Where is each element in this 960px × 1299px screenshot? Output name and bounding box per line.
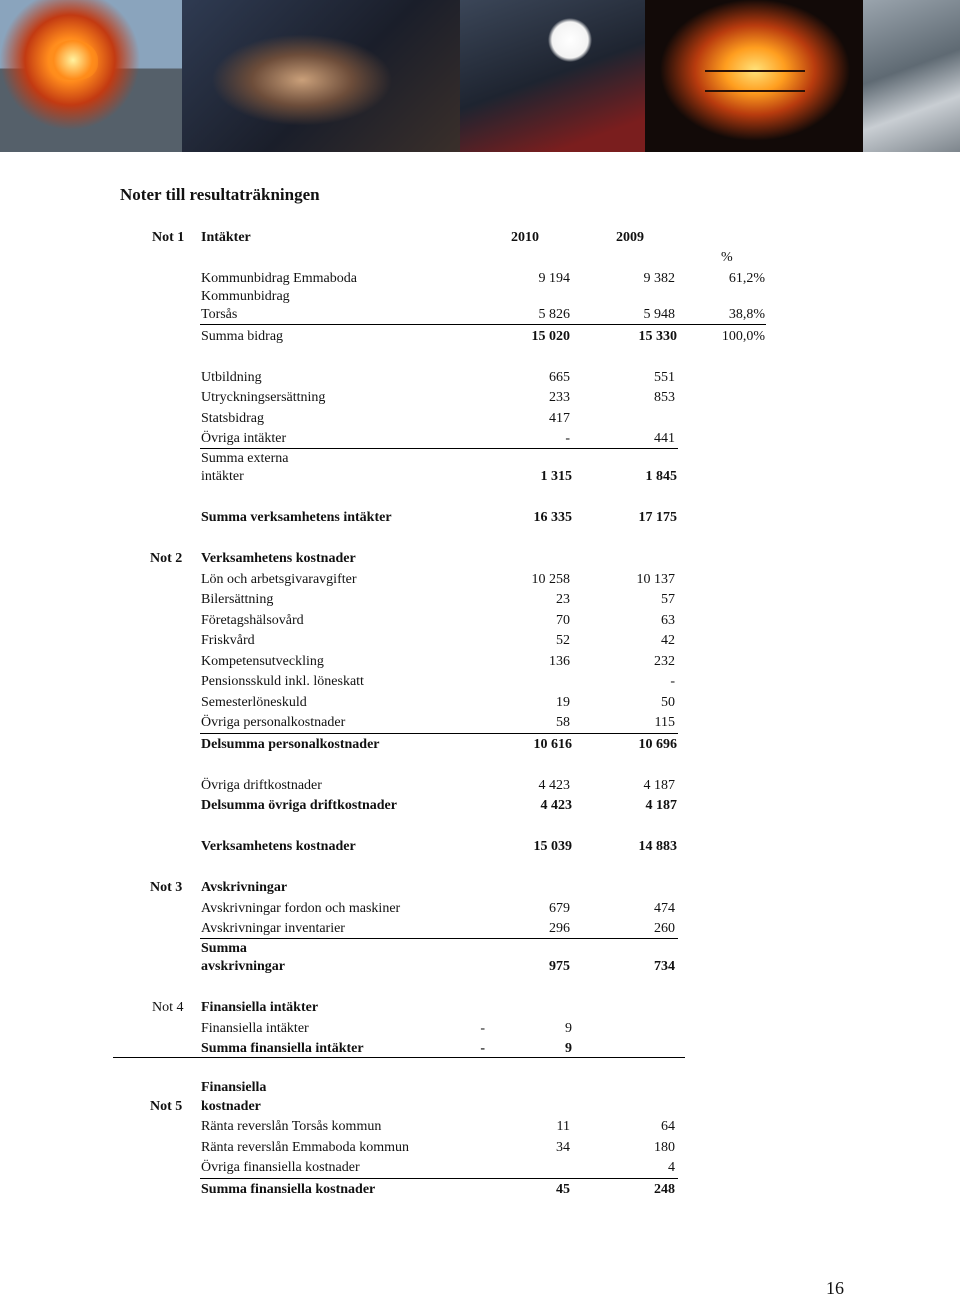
value-2010: 52 xyxy=(556,633,570,648)
value-2010: 136 xyxy=(549,654,570,669)
value-percent: 38,8% xyxy=(728,307,765,322)
row-label: Bilersättning xyxy=(201,592,274,607)
not1-label: Not 1 xyxy=(152,230,185,245)
not1-heading: Intäkter xyxy=(201,230,251,245)
summa-verksamhetens-intakter-label: Summa verksamhetens intäkter xyxy=(201,510,392,525)
divider xyxy=(200,448,678,449)
value-2010: - xyxy=(480,1021,485,1036)
value-2009: 50 xyxy=(661,695,675,710)
year-2010-header: 2010 xyxy=(511,230,539,245)
row-label: Semesterlöneskuld xyxy=(201,695,307,710)
value-2010: 23 xyxy=(556,592,570,607)
value-2009: 4 187 xyxy=(643,778,675,793)
value-2010: 58 xyxy=(556,715,570,730)
value-2010: 70 xyxy=(556,613,570,628)
summa-avskrivningar-label: avskrivningar xyxy=(201,959,286,974)
not3-label: Not 3 xyxy=(150,880,183,895)
row-label: Kommunbidrag Emmaboda xyxy=(201,271,357,286)
value-2009: 10 137 xyxy=(636,572,675,587)
value-2010: 16 335 xyxy=(533,510,572,525)
value-2010: 34 xyxy=(556,1140,570,1155)
not5-heading: kostnader xyxy=(201,1099,261,1114)
percent-header: % xyxy=(721,250,733,265)
summa-finansiella-intakter-label: Summa finansiella intäkter xyxy=(201,1041,364,1056)
value-2010: 5 826 xyxy=(538,307,570,322)
row-label: Torsås xyxy=(201,307,238,322)
value-2010: 417 xyxy=(549,411,570,426)
value-2010: 11 xyxy=(556,1119,570,1134)
summa-finansiella-kostnader-label: Summa finansiella kostnader xyxy=(201,1182,376,1197)
value-2010: 10 616 xyxy=(533,737,572,752)
value-2009: 9 xyxy=(565,1021,572,1036)
value-2009: 474 xyxy=(654,901,675,916)
value-2010: 45 xyxy=(556,1182,570,1197)
value-2009: 4 187 xyxy=(645,798,677,813)
delsumma-driftkostnader-label: Delsumma övriga driftkostnader xyxy=(201,798,397,813)
row-label: Övriga driftkostnader xyxy=(201,778,322,793)
row-label: Avskrivningar fordon och maskiner xyxy=(201,901,401,916)
row-label: Summa externa xyxy=(201,451,289,466)
row-label: Finansiella intäkter xyxy=(201,1021,309,1036)
value-2009: 260 xyxy=(654,921,675,936)
value-2009: 441 xyxy=(654,431,675,446)
value-2010: - xyxy=(565,431,570,446)
divider xyxy=(200,938,678,939)
verksamhetens-kostnader-label: Verksamhetens kostnader xyxy=(201,839,356,854)
value-2009: - xyxy=(670,674,675,689)
value-2009: 180 xyxy=(654,1140,675,1155)
value-2010: 10 258 xyxy=(531,572,570,587)
value-2009: 14 883 xyxy=(638,839,677,854)
not4-label: Not 4 xyxy=(152,1000,184,1015)
row-label: Utryckningsersättning xyxy=(201,390,326,405)
row-label: Lön och arbetsgivaravgifter xyxy=(201,572,357,587)
value-2009: 551 xyxy=(654,370,675,385)
divider xyxy=(200,324,766,325)
row-label: Övriga finansiella kostnader xyxy=(201,1160,360,1175)
value-2010: 975 xyxy=(549,959,570,974)
divider xyxy=(113,1057,685,1058)
row-label: Övriga personalkostnader xyxy=(201,715,346,730)
firefighter-helmet-photo xyxy=(460,0,645,152)
page-number: 16 xyxy=(826,1278,844,1298)
value-2009: 15 330 xyxy=(638,329,677,344)
value-2010: 15 020 xyxy=(531,329,570,344)
value-2009: 17 175 xyxy=(638,510,677,525)
value-2009: 9 xyxy=(565,1041,572,1056)
section-title: Noter till resultaträkningen xyxy=(120,185,320,204)
value-2009: 57 xyxy=(661,592,675,607)
value-2010: 4 423 xyxy=(538,778,570,793)
value-2009: 9 382 xyxy=(643,271,675,286)
not2-heading: Verksamhetens kostnader xyxy=(201,551,356,566)
delsumma-personalkostnader-label: Delsumma personalkostnader xyxy=(201,737,380,752)
not5-label: Not 5 xyxy=(150,1099,183,1114)
value-2010: 19 xyxy=(556,695,570,710)
value-2010: 15 039 xyxy=(533,839,572,854)
row-label: Ränta reverslån Emmaboda kommun xyxy=(201,1140,409,1155)
divider xyxy=(200,1178,678,1179)
value-2009: 5 948 xyxy=(643,307,675,322)
not5-heading: Finansiella xyxy=(201,1080,267,1095)
value-2010: - xyxy=(480,1041,485,1056)
car-fire-photo xyxy=(0,0,182,152)
value-2009: 232 xyxy=(654,654,675,669)
row-label: Kompetensutveckling xyxy=(201,654,324,669)
row-label: Utbildning xyxy=(201,370,262,385)
value-2009: 42 xyxy=(661,633,675,648)
divider xyxy=(200,733,678,734)
year-2009-header: 2009 xyxy=(616,230,644,245)
value-2010: 679 xyxy=(549,901,570,916)
house-fire-photo xyxy=(645,0,863,152)
not3-heading: Avskrivningar xyxy=(201,880,288,895)
row-label: Pensionsskuld inkl. löneskatt xyxy=(201,674,364,689)
value-2009: 1 845 xyxy=(645,469,677,484)
header-photo-banner xyxy=(0,0,960,152)
value-2010: 296 xyxy=(549,921,570,936)
value-2010: 1 315 xyxy=(540,469,572,484)
car-wreck-photo xyxy=(863,0,960,152)
value-2010: 9 194 xyxy=(538,271,570,286)
firefighters-rescue-photo xyxy=(182,0,460,152)
value-2010: 4 423 xyxy=(540,798,572,813)
row-label: Övriga intäkter xyxy=(201,431,287,446)
value-percent: 61,2% xyxy=(728,271,765,286)
not4-heading: Finansiella intäkter xyxy=(201,1000,319,1015)
row-label: Avskrivningar inventarier xyxy=(201,921,345,936)
summa-avskrivningar-label: Summa xyxy=(201,941,247,956)
row-label: Kommunbidrag xyxy=(201,289,290,304)
value-2009: 63 xyxy=(661,613,675,628)
row-label: Friskvård xyxy=(201,633,255,648)
summa-bidrag-label: Summa bidrag xyxy=(201,329,284,344)
row-label: Företagshälsovård xyxy=(201,613,304,628)
row-label: Statsbidrag xyxy=(201,411,264,426)
value-2009: 734 xyxy=(654,959,675,974)
value-2009: 115 xyxy=(654,715,675,730)
value-2010: 665 xyxy=(549,370,570,385)
value-2009: 853 xyxy=(654,390,675,405)
value-2010: 233 xyxy=(549,390,570,405)
row-label: Ränta reverslån Torsås kommun xyxy=(201,1119,382,1134)
value-2009: 10 696 xyxy=(638,737,677,752)
value-percent: 100,0% xyxy=(721,329,765,344)
value-2009: 4 xyxy=(668,1160,675,1175)
row-label: intäkter xyxy=(201,469,244,484)
value-2009: 64 xyxy=(661,1119,675,1134)
not2-label: Not 2 xyxy=(150,551,183,566)
value-2009: 248 xyxy=(654,1182,675,1197)
